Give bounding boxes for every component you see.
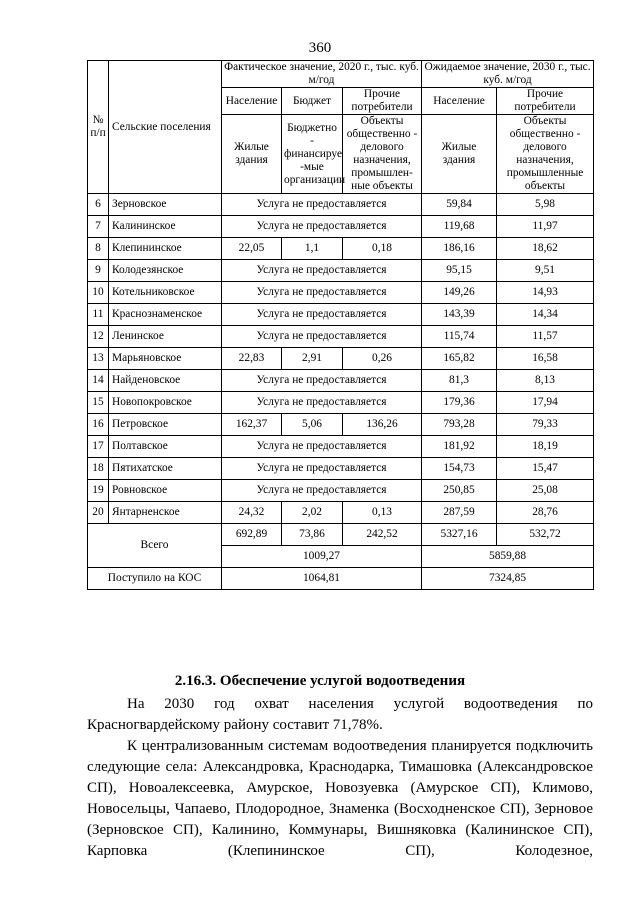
total-budget: 73,86 — [282, 524, 343, 546]
kos-label: Поступило на КОС — [88, 568, 222, 590]
total-other: 242,52 — [343, 524, 422, 546]
total-sum-2020: 1009,27 — [222, 546, 422, 568]
row-number: 15 — [88, 392, 109, 414]
settlement-name: Клепининское — [109, 238, 222, 260]
header-objects-2030: Объекты общественно - делового назначения, промышленные объекты — [497, 115, 594, 194]
header-number: № п/п — [88, 61, 109, 194]
row-number: 7 — [88, 216, 109, 238]
kos-2030: 7324,85 — [422, 568, 594, 590]
population-2030: 119,68 — [422, 216, 497, 238]
table-row — [88, 502, 594, 524]
no-service-cell: Услуга не предоставляется — [222, 260, 422, 282]
page-number: 360 — [308, 40, 332, 56]
budget-2020: 1,1 — [282, 238, 343, 260]
row-number: 11 — [88, 304, 109, 326]
header-budget-orgs: Бюджетно - финансируе -мые организации — [282, 115, 343, 194]
header-group-2030: Ожидаемое значение, 2030 г., тыс. куб. м/год — [422, 61, 594, 88]
settlement-name: Зерновское — [109, 194, 222, 216]
other-2020: 0,18 — [343, 238, 422, 260]
population-2030: 287,59 — [422, 502, 497, 524]
row-number: 16 — [88, 414, 109, 436]
other-2030: 14,34 — [497, 304, 594, 326]
table-row — [88, 436, 594, 458]
population-2020: 22,83 — [222, 348, 282, 370]
settlement-name: Марьяновское — [109, 348, 222, 370]
row-number: 13 — [88, 348, 109, 370]
no-service-cell: Услуга не предоставляется — [222, 436, 422, 458]
other-2030: 8,13 — [497, 370, 594, 392]
row-number: 12 — [88, 326, 109, 348]
other-2030: 25,08 — [497, 480, 594, 502]
header-residential-2030: Жилые здания — [422, 115, 497, 194]
table-row — [88, 238, 594, 260]
other-2020: 0,26 — [343, 348, 422, 370]
other-2030: 15,47 — [497, 458, 594, 480]
settlement-name: Котельниковское — [109, 282, 222, 304]
population-2020: 22,05 — [222, 238, 282, 260]
table-row — [88, 194, 594, 216]
header-other: Прочие потребители — [343, 88, 422, 115]
header-residential: Жилые здания — [222, 115, 282, 194]
table-row — [88, 458, 594, 480]
settlement-name: Найденовское — [109, 370, 222, 392]
settlement-name: Янтарненское — [109, 502, 222, 524]
population-2030: 250,85 — [422, 480, 497, 502]
total-label: Всего — [88, 524, 222, 568]
no-service-cell: Услуга не предоставляется — [222, 216, 422, 238]
table-row — [88, 414, 594, 436]
population-2030: 81,3 — [422, 370, 497, 392]
population-2020: 162,37 — [222, 414, 282, 436]
row-number: 17 — [88, 436, 109, 458]
total-other-2030: 532,72 — [497, 524, 594, 546]
settlement-name: Ровновское — [109, 480, 222, 502]
section-heading: 2.16.3. Обеспечение услугой водоотведения — [174, 673, 466, 689]
row-number: 19 — [88, 480, 109, 502]
water-consumption-table — [87, 60, 594, 590]
header-other-2030: Прочие потребители — [497, 88, 594, 115]
total-population-2030: 5327,16 — [422, 524, 497, 546]
total-sum-2030: 5859,88 — [422, 546, 594, 568]
settlement-name: Краснознаменское — [109, 304, 222, 326]
other-2020: 136,26 — [343, 414, 422, 436]
settlement-name: Калининское — [109, 216, 222, 238]
table-row — [88, 480, 594, 502]
row-number: 6 — [88, 194, 109, 216]
population-2030: 59,84 — [422, 194, 497, 216]
row-number: 14 — [88, 370, 109, 392]
population-2030: 95,15 — [422, 260, 497, 282]
row-number: 9 — [88, 260, 109, 282]
other-2030: 14,93 — [497, 282, 594, 304]
other-2030: 18,19 — [497, 436, 594, 458]
other-2030: 11,97 — [497, 216, 594, 238]
population-2030: 115,74 — [422, 326, 497, 348]
no-service-cell: Услуга не предоставляется — [222, 458, 422, 480]
settlement-name: Полтавское — [109, 436, 222, 458]
population-2030: 181,92 — [422, 436, 497, 458]
population-2020: 24,32 — [222, 502, 282, 524]
population-2030: 793,28 — [422, 414, 497, 436]
no-service-cell: Услуга не предоставляется — [222, 326, 422, 348]
no-service-cell: Услуга не предоставляется — [222, 480, 422, 502]
row-number: 20 — [88, 502, 109, 524]
table-row — [88, 282, 594, 304]
other-2030: 16,58 — [497, 348, 594, 370]
table-row — [88, 326, 594, 348]
row-number: 10 — [88, 282, 109, 304]
row-number: 8 — [88, 238, 109, 260]
paragraph-coverage: На 2030 год охват населения услугой водоотведения по Красногвардейскому району составит 71,78%. — [87, 696, 593, 733]
paragraph-villages: К централизованным системам водоотведения планируется подключить следующие села: Александровка, Краснодарка, Тимашовка (Александровское СП), Новоалексеевка, Амурское, Новозуевка (Амурское СП), Климово, Новосельцы, Чапаево, Плодородное, Знаменка (Восходненское СП), Зерновое (Зерновское СП), Калинино, Коммунары, Вишняковка (Калининское СП), Карповка (Клепининское СП), Колодезное, — [87, 738, 593, 859]
no-service-cell: Услуга не предоставляется — [222, 194, 422, 216]
no-service-cell: Услуга не предоставляется — [222, 392, 422, 414]
population-2030: 143,39 — [422, 304, 497, 326]
kos-2020: 1064,81 — [222, 568, 422, 590]
table-row — [88, 348, 594, 370]
no-service-cell: Услуга не предоставляется — [222, 304, 422, 326]
table-row — [88, 216, 594, 238]
header-population: Население — [222, 88, 282, 115]
header-group-2020: Фактическое значение, 2020 г., тыс. куб. м/год — [222, 61, 422, 88]
other-2030: 11,57 — [497, 326, 594, 348]
total-population: 692,89 — [222, 524, 282, 546]
other-2030: 18,62 — [497, 238, 594, 260]
population-2030: 149,26 — [422, 282, 497, 304]
budget-2020: 2,91 — [282, 348, 343, 370]
table-row — [88, 304, 594, 326]
other-2030: 9,51 — [497, 260, 594, 282]
row-number: 18 — [88, 458, 109, 480]
no-service-cell: Услуга не предоставляется — [222, 370, 422, 392]
population-2030: 186,16 — [422, 238, 497, 260]
population-2030: 165,82 — [422, 348, 497, 370]
other-2030: 79,33 — [497, 414, 594, 436]
table-row — [88, 392, 594, 414]
other-2030: 17,94 — [497, 392, 594, 414]
population-2030: 154,73 — [422, 458, 497, 480]
population-2030: 179,36 — [422, 392, 497, 414]
other-2030: 5,98 — [497, 194, 594, 216]
other-2020: 0,13 — [343, 502, 422, 524]
settlement-name: Ленинское — [109, 326, 222, 348]
header-objects-2020: Объекты общественно - делового назначения, промышлен-ные объекты — [343, 115, 422, 194]
header-budget: Бюджет — [282, 88, 343, 115]
settlement-name: Пятихатское — [109, 458, 222, 480]
settlement-name: Новопокровское — [109, 392, 222, 414]
table-row — [88, 370, 594, 392]
settlement-name: Колодезянское — [109, 260, 222, 282]
header-settlement: Сельские поселения — [109, 61, 222, 194]
budget-2020: 2,02 — [282, 502, 343, 524]
no-service-cell: Услуга не предоставляется — [222, 282, 422, 304]
settlement-name: Петровское — [109, 414, 222, 436]
other-2030: 28,76 — [497, 502, 594, 524]
table-row — [88, 260, 594, 282]
budget-2020: 5,06 — [282, 414, 343, 436]
header-population-2030: Население — [422, 88, 497, 115]
